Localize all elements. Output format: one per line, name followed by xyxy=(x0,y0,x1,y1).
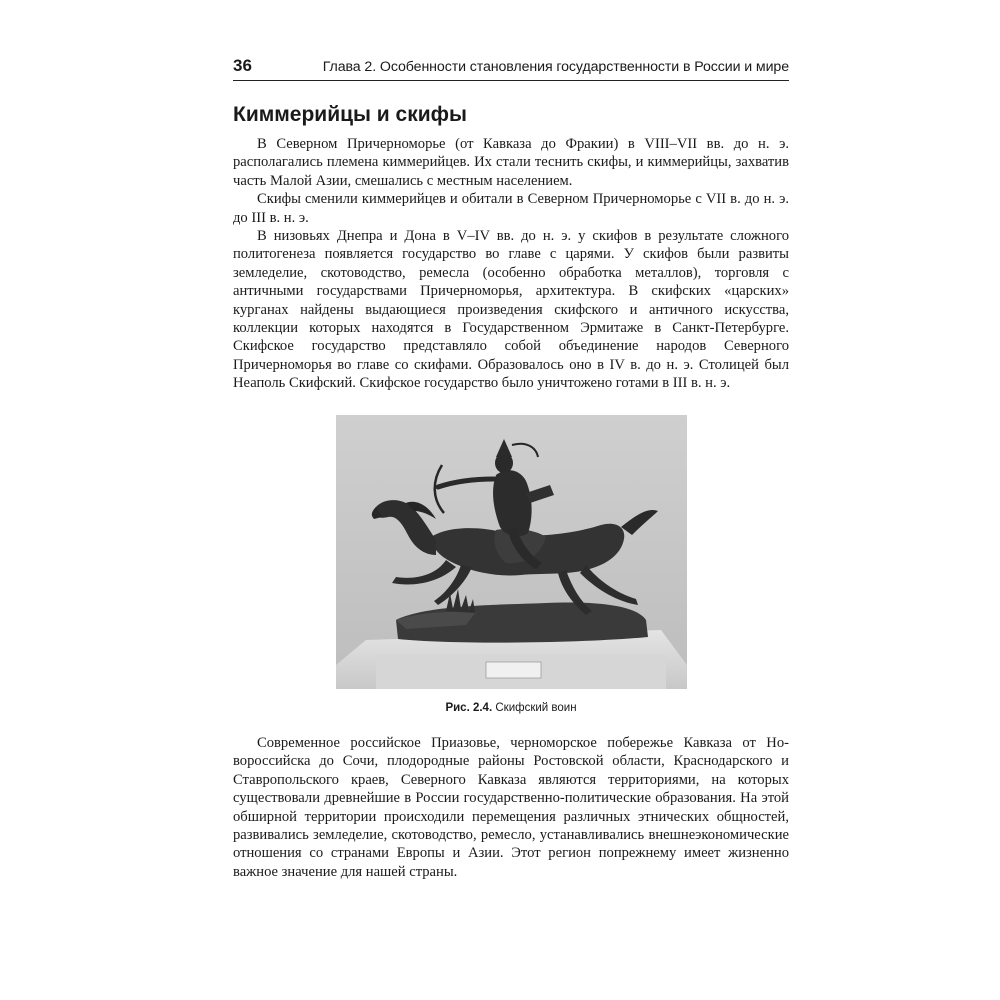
figure-caption-text: Скифский воин xyxy=(495,702,577,714)
figure-label: Рис. 2.4. xyxy=(445,702,493,714)
chapter-title: Глава 2. Особенности становления государственности в России и мире xyxy=(322,59,789,75)
section-title: Киммерийцы и скифы xyxy=(233,103,467,126)
paragraph: Скифы сменили киммерийцев и обитали в Северном Причерноморье с VII в. до н. э. до III в. н. э. xyxy=(233,191,789,226)
paragraph: Современное российское Приазовье, черноморское побережье Кавказа от Новороссийска до Сочи, плодородные районы Ростовской области, Краснодарского и Ставропольского краев, Северного Кавказа являются территориями, на которых существовали древнейшие в России государственно-политические образования. На этой обширной территории происходили перемещения различных этнических общностей, развивались земледелие, скотоводство, ремесло, устанавливались внешнеэкономические отношения со странами Европы и Азии. Этот регион попрежнему имеет жизненно важное значение для нашей страны. xyxy=(233,735,789,880)
paragraph: В низовьях Днепра и Дона в V–IV вв. до н. э. у скифов в результате сложного политогенеза появляется государство во главе с царями. У скифов были развиты земледелие, скотоводство, ремесла (особенно обработка металлов), торговля с античными государствами Причерноморья, архитектура. В скифских «царских» курганах найдены выдающиеся произведения скифского и античного искусства, коллекции которых находятся в Государственном Эрмитаже в Санкт-Петербурге. Скифское государство представляло собой объединение народов Северного Причерноморья во главе со скифами. Образовалось оно в IV в. до н. э. Столицей был Неаполь Скифский. Скифское государство было уничтожено готами в III в. н. э. xyxy=(233,228,789,392)
figure-photo xyxy=(336,415,687,689)
page-body xyxy=(233,56,789,393)
paragraph: В Северном Причерноморье (от Кавказа до Фракии) в VIII–VII вв. до н. э. располагались племена киммерийцев. Их стали теснить скифы, и киммерийцы, захватив часть Малой Азии, смешались с местным населением. xyxy=(233,136,789,189)
running-header xyxy=(233,56,789,81)
scythian-warrior-statue-image xyxy=(336,415,687,689)
figure-caption xyxy=(233,702,789,714)
page-number: 36 xyxy=(233,56,252,75)
page-body-lower xyxy=(233,734,789,881)
